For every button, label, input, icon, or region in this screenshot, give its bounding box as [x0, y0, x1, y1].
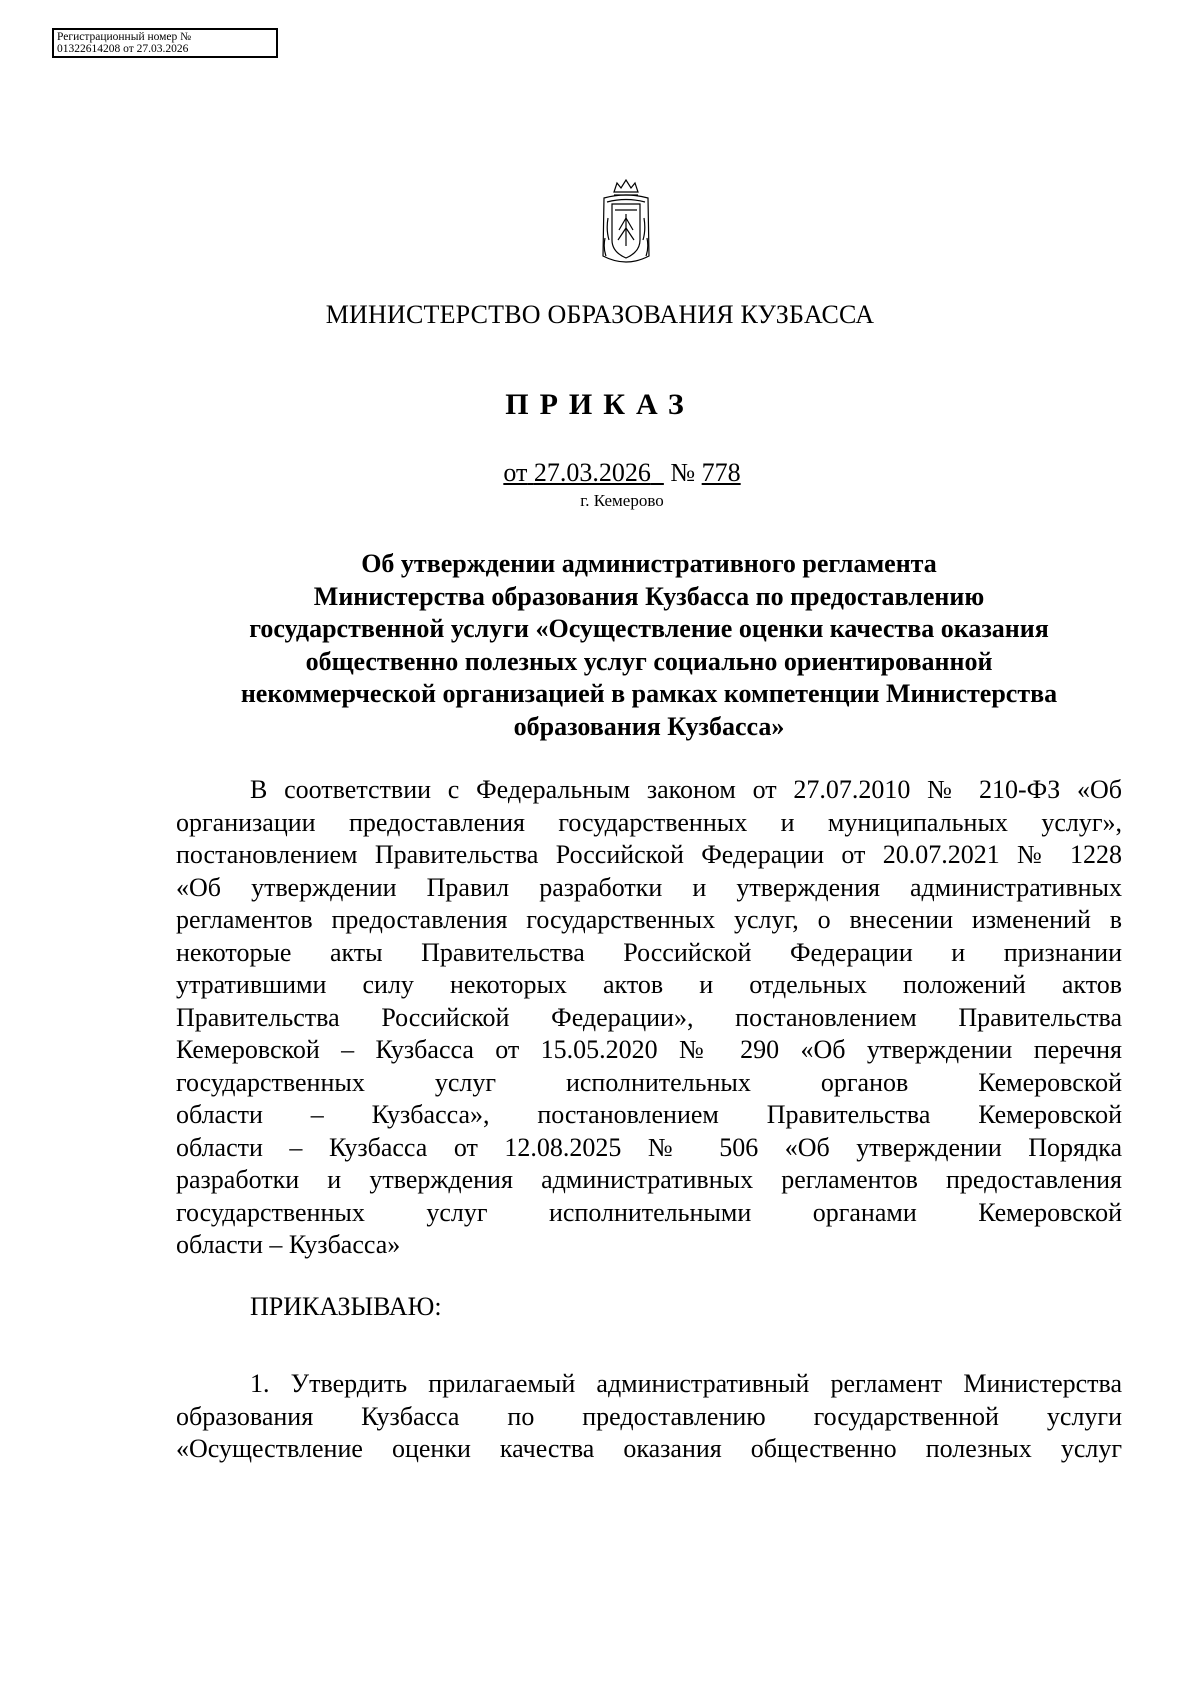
item-line: образования Кузбасса по предоставлению государственной услуги [176, 1401, 1122, 1431]
preamble-paragraph [176, 774, 1122, 1262]
order-number: 778 [701, 458, 741, 487]
preamble-line: области – Кузбасса» [176, 1230, 401, 1259]
date-value: 27.03.2026 [533, 458, 651, 487]
preamble-line: разработки и утверждения административных регламентов предоставления [176, 1165, 1122, 1194]
title-line: образования Кузбасса» [513, 711, 785, 741]
preamble-line: постановлением Правительства Российской Федерации от 20.07.2021 № 1228 [176, 840, 1122, 869]
preamble-line: области – Кузбасса», постановлением Правительства Кемеровской [176, 1100, 1122, 1129]
preamble-line: регламентов предоставления государственных услуг, о внесении изменений в [176, 905, 1122, 934]
preamble-line: некоторые акты Правительства Российской Федерации и признании [176, 937, 1122, 967]
title-line: Об утверждении административного регламента [361, 549, 937, 578]
title-line: общественно полезных услуг социально ориентированной [305, 646, 993, 676]
title-line: некоммерческой организацией в рамках компетенции Министерства [240, 679, 1058, 708]
preamble-line: Кемеровской – Кузбасса от 15.05.2020 № 290 «Об утверждении перечня [176, 1035, 1122, 1064]
kuzbass-coat-of-arms-icon [600, 178, 652, 270]
document-title [176, 548, 1122, 743]
item-1-paragraph [176, 1368, 1122, 1466]
date-number-line [0, 458, 1200, 488]
date-label: от [503, 458, 528, 487]
item-line: 1. Утвердить прилагаемый административный регламент Министерства [250, 1369, 1122, 1398]
preamble-line: государственных услуг исполнительными органами Кемеровской [176, 1197, 1122, 1227]
title-line: государственной услуги «Осуществление оценки качества оказания [249, 614, 1049, 643]
order-word: ПРИКАЗЫВАЮ: [250, 1292, 442, 1321]
document-type: ПРИКАЗ [505, 388, 695, 421]
title-line: Министерства образования Кузбасса по предоставлению [313, 581, 985, 611]
registration-stamp [52, 28, 278, 58]
preamble-line: В соответствии с Федеральным законом от 27.07.2010 № 210-ФЗ «Об [250, 775, 1122, 804]
preamble-line: «Об утверждении Правил разработки и утверждения административных [176, 872, 1122, 902]
order-date [503, 458, 664, 487]
ministry-name: МИНИСТЕРСТВО ОБРАЗОВАНИЯ КУЗБАССА [325, 300, 875, 329]
preamble-line: утратившими силу некоторых актов и отдельных положений актов [176, 970, 1122, 999]
preamble-line: области – Кузбасса от 12.08.2025 № 506 «Об утверждении Порядка [176, 1132, 1122, 1162]
city: г. Кемерово [580, 491, 664, 510]
preamble-line: государственных услуг исполнительных органов Кемеровской [176, 1067, 1122, 1097]
item-line: «Осуществление оценки качества оказания общественно полезных услуг [176, 1434, 1122, 1463]
number-sign: № [670, 458, 696, 487]
preamble-line: организации предоставления государственных и муниципальных услуг», [176, 807, 1122, 837]
registration-number-value: 01322614208 от 27.03.2026 [57, 43, 189, 55]
preamble-line: Правительства Российской Федерации», постановлением Правительства [176, 1002, 1122, 1032]
registration-number-label: Регистрационный номер № [57, 31, 192, 43]
